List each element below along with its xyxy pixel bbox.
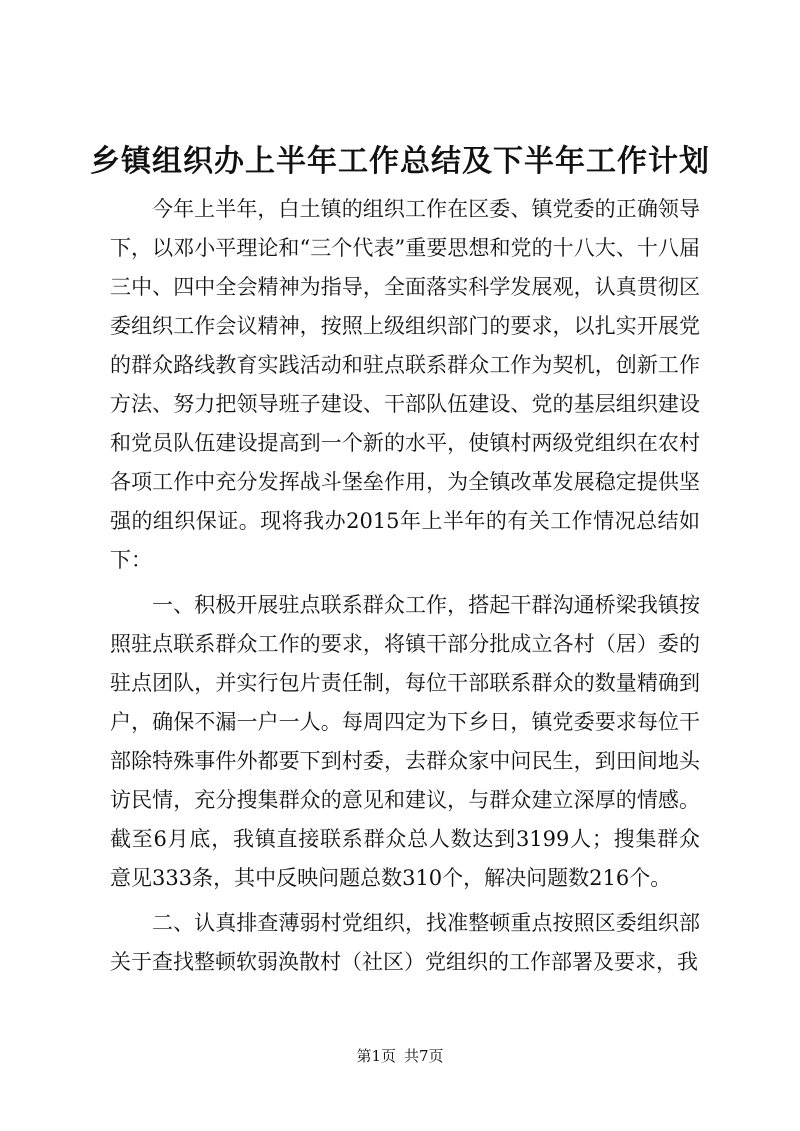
page-number: 第1页: [356, 1047, 396, 1065]
paragraph-intro: 今年上半年，白土镇的组织工作在区委、镇党委的正确领导下，以邓小平理论和“三个代表”重要思想和党的十八大、十八届三中、四中全会精神为指导，全面落实科学发展观，认真贯彻区委组织工作会议精神，按照上级组织部门的要求，以扎实开展党的群众路线教育实践活动和驻点联系群众工作为契机，创新工作方法、努力把领导班子建设、干部队伍建设、党的基层组织建设和党员队伍建设提高到一个新的水平，使镇村两级党组织在农村各项工作中充分发挥战斗堡垒作用，为全镇改革发展稳定提供坚强的组织保证。现将我办2015年上半年的有关工作情况总结如下：: [110, 197, 700, 572]
document-body: [110, 190, 700, 982]
page-total: 共7页: [404, 1047, 444, 1065]
paragraph-section-1: 一、积极开展驻点联系群众工作，搭起干群沟通桥梁我镇按照驻点联系群众工作的要求，将镇干部分批成立各村（居）委的驻点团队，并实行包片责任制，每位干部联系群众的数量精确到户，确保不漏一户一人。每周四定为下乡日，镇党委要求每位干部除特殊事件外都要下到村委，去群众家中问民生，到田间地头访民情，充分搜集群众的意见和建议，与群众建立深厚的情感。截至6月底，我镇直接联系群众总人数达到3199人；搜集群众意见333条，其中反映问题总数310个，解决问题数216个。: [110, 593, 700, 890]
page-footer: [0, 1046, 800, 1066]
document-title: 乡镇组织办上半年工作总结及下半年工作计划: [90, 144, 710, 179]
paragraph-section-2: 二、认真排查薄弱村党组织，找准整顿重点按照区委组织部关于查找整顿软弱涣散村（社区）党组织的工作部署及要求，我: [110, 911, 700, 974]
